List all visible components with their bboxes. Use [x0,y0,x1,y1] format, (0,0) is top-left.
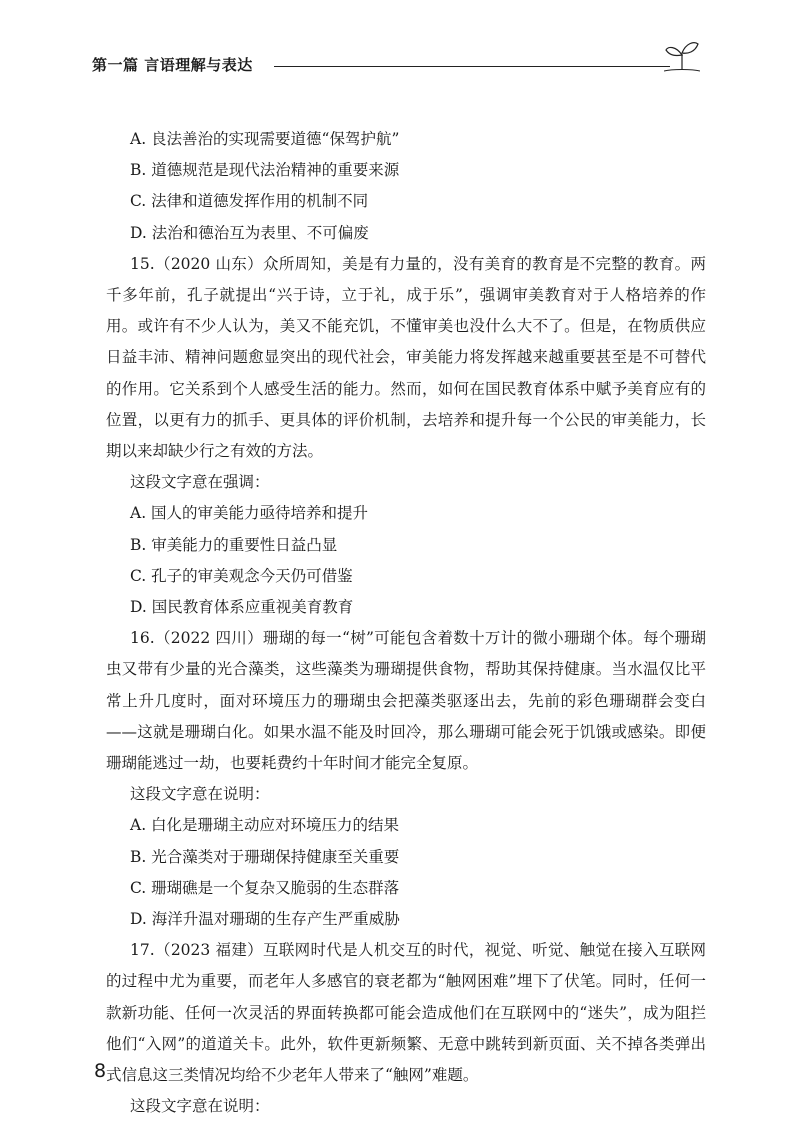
question-stem: 15.（2020 山东）众所周知，美是有力量的，没有美育的教育是不完整的教育。两千多年前，孔子就提出“兴于诗，立于礼，成于乐”，强调审美教育对于人格培养的作用。或许有不少人认为，美又不能充饥，不懂审美也没什么大不了。但是，在物质供应日益丰沛、精神问题愈显突出的现代社会，审美能力将发挥越来越重要甚至是不可替代的作用。它关系到个人感受生活的能力。然而，如何在国民教育体系中赋予美育应有的位置，以更有力的抓手、更具体的评价机制，去培养和提升每一个公民的审美能力，长期以来却缺少行之有效的方法。 [106,254,706,461]
option-line: A. 国人的审美能力亟待培养和提升 [130,504,369,523]
option-line: B. 光合藻类对于珊瑚保持健康至关重要 [130,847,400,866]
option-line: D. 法治和德治互为表里、不可偏废 [130,223,369,242]
page-number: 8 [94,1060,107,1082]
sprout-icon [664,38,700,72]
option-line: D. 海洋升温对珊瑚的生存产生严重威胁 [130,910,400,929]
page-body [106,124,706,1123]
option-line: A. 良法善治的实现需要道德“保驾护航” [130,130,400,148]
option-line: A. 白化是珊瑚主动应对环境压力的结果 [130,816,400,835]
question-stem: 17.（2023 福建）互联网时代是人机交互的时代，视觉、听觉、触觉在接入互联网的过程中尤为重要，而老年人多感官的衰老都为“触网困难”埋下了伏笔。同时，任何一款新功能、任何一次灵活的界面转换都可能会造成他们在互联网中的“迷失”，成为阻拦他们“入网”的道道关卡。此外，软件更新频繁、无意中跳转到新页面、关不掉各类弹出式信息这三类情况均给不少老年人带来了“触网”难题。 [106,941,706,1085]
option-line: B. 审美能力的重要性日益凸显 [130,535,338,554]
option-line: 这段文字意在说明： [130,785,270,804]
running-header [92,52,700,80]
option-line: C. 孔子的审美观念今天仍可借鉴 [130,566,353,585]
option-line: B. 道德规范是现代法治精神的重要来源 [130,161,400,180]
option-line: C. 法律和道德发挥作用的机制不同 [130,192,369,211]
section-title: 第一篇 言语理解与表达 [92,56,253,74]
option-line: D. 国民教育体系应重视美育教育 [130,598,354,617]
option-line: C. 珊瑚礁是一个复杂又脆弱的生态群落 [130,878,400,897]
question-stem: 16.（2022 四川）珊瑚的每一“树”可能包含着数十万计的微小珊瑚个体。每个珊瑚虫又带有少量的光合藻类，这些藻类为珊瑚提供食物，帮助其保持健康。当水温仅比平常上升几度时，面对环境压力的珊瑚虫会把藻类驱逐出去，先前的彩色珊瑚群会变白——这就是珊瑚白化。如果水温不能及时回冷，那么珊瑚可能会死于饥饿或感染。即便珊瑚能逃过一劫，也要耗费约十年时间才能完全复原。 [106,629,706,773]
option-line: 这段文字意在说明： [130,1097,270,1116]
header-rule [274,66,670,67]
option-line: 这段文字意在强调： [130,473,270,492]
